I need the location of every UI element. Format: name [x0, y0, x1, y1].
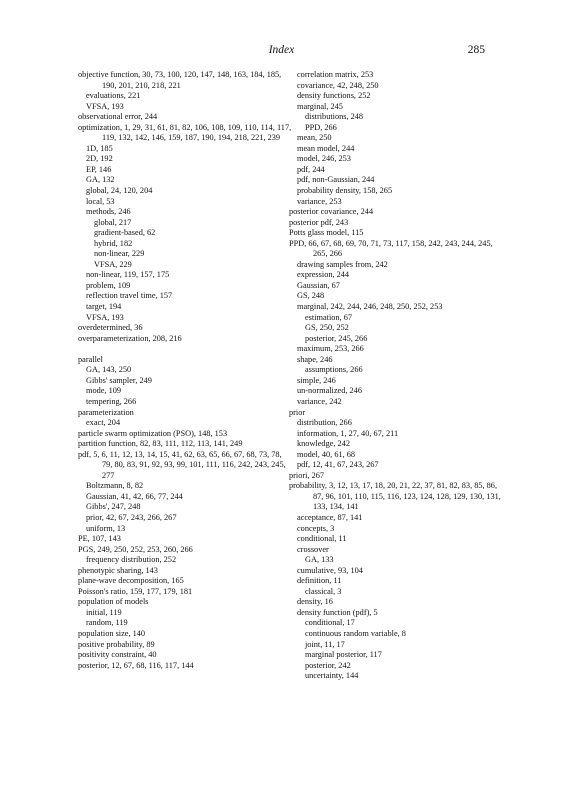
index-subentry: pdf, non-Gaussian, 244 — [297, 175, 375, 185]
index-subentry: mode, 109 — [86, 386, 122, 396]
index-subentry: distribution, 266 — [297, 418, 352, 428]
index-entry: prior — [289, 407, 306, 417]
index-subentry: cumulative, 93, 104 — [297, 565, 363, 575]
index-subentry: GS, 248 — [297, 291, 325, 301]
index-subentry: local, 53 — [86, 196, 115, 206]
index-subentry: crossover — [297, 544, 329, 554]
index-column-right — [289, 70, 504, 682]
index-subentry: information, 1, 27, 40, 67, 211 — [297, 428, 399, 438]
index-subentry: concepts, 3 — [297, 523, 335, 533]
index-subentry: uncertainty, 144 — [305, 671, 359, 681]
index-entry: posterior covariance, 244 — [289, 207, 374, 217]
index-subentry: variance, 253 — [297, 196, 342, 206]
index-subentry: shape, 246 — [297, 354, 333, 364]
index-subentry: reflection travel time, 157 — [86, 291, 173, 301]
index-entry: posterior pdf, 243 — [289, 217, 349, 227]
index-subentry: non-linear, 119, 157, 175 — [86, 270, 170, 280]
index-subentry: uniform, 13 — [86, 523, 126, 533]
index-entry: positivity constraint, 40 — [78, 650, 157, 660]
index-subentry: correlation matrix, 253 — [297, 70, 374, 79]
index-subentry: tempering, 266 — [86, 396, 137, 406]
index-subentry: problem, 109 — [86, 280, 131, 290]
index-subentry: Gibbs' sampler, 249 — [86, 375, 152, 385]
index-subentry: 2D, 192 — [86, 154, 113, 164]
index-subentry: initial, 119 — [86, 607, 122, 617]
index-subentry: pdf, 12, 41, 67, 243, 267 — [297, 460, 379, 470]
index-subentry: acceptance, 87, 141 — [297, 512, 363, 522]
index-subentry: conditional, 17 — [305, 618, 355, 628]
index-subentry: VFSA, 229 — [94, 259, 132, 269]
index-subentry: GS, 250, 252 — [305, 323, 349, 333]
index-entry: Potts glass model, 115 — [289, 228, 364, 238]
index-subentry: EP, 146 — [86, 164, 112, 174]
index-subentry: maximum, 253, 266 — [297, 344, 364, 354]
index-subentry: global, 24, 120, 204 — [86, 186, 153, 196]
index-subentry: mean model, 244 — [297, 143, 355, 153]
index-entry: particle swarm optimization (PSO), 148, 153 — [78, 428, 228, 438]
section-gap — [78, 344, 293, 355]
index-subentry: hybrid, 182 — [94, 238, 133, 248]
index-subentry: posterior, 242 — [305, 660, 351, 670]
index-subentry: target, 194 — [86, 302, 122, 312]
index-subentry: GA, 132 — [86, 175, 115, 185]
index-entry: observational error, 244 — [78, 112, 158, 122]
index-subentry: density function (pdf), 5 — [297, 607, 378, 617]
index-subentry: GA, 143, 250 — [86, 365, 132, 375]
index-subentry: marginal posterior, 117 — [305, 650, 382, 660]
index-subentry: Boltzmann, 8, 82 — [86, 481, 144, 491]
index-entry: parameterization — [78, 407, 134, 417]
index-subentry: drawing samples from, 242 — [297, 259, 388, 269]
index-subentry: variance, 242 — [297, 396, 342, 406]
index-entry: partition function, 82, 83, 111, 112, 113, 141, 249 — [78, 439, 243, 449]
running-title: Index — [268, 44, 295, 56]
index-subentry: classical, 3 — [305, 586, 342, 596]
index-subentry: 1D, 185 — [86, 143, 113, 153]
index-subentry: joint, 11, 17 — [305, 639, 345, 649]
index-subentry: simple, 246 — [297, 375, 336, 385]
index-subentry: model, 246, 253 — [297, 154, 351, 164]
index-subentry: pdf, 244 — [297, 164, 325, 174]
index-subentry: frequency distribution, 252 — [86, 555, 177, 565]
index-entry: PPD, 66, 67, 68, 69, 70, 71, 73, 117, 158, 242, 243, 244, 245, 265, 266 — [289, 238, 493, 259]
index-entry: Poisson's ratio, 159, 177, 179, 181 — [78, 586, 193, 596]
index-subentry: definition, 11 — [297, 576, 342, 586]
index-entry: PE, 107, 143 — [78, 534, 121, 544]
index-subentry: estimation, 67 — [305, 312, 353, 322]
index-subentry: density, 16 — [297, 597, 333, 607]
index-subentry: un-normalized, 246 — [297, 386, 362, 396]
index-subentry: GA, 133 — [305, 555, 334, 565]
index-subentry: Gaussian, 41, 42, 66, 77, 244 — [86, 491, 183, 501]
index-entry: priori, 267 — [289, 470, 325, 480]
index-entry: objective function, 30, 73, 100, 120, 147, 148, 163, 184, 185, 190, 201, 210, 218, 221 — [78, 70, 282, 90]
index-entry: overparameterization, 208, 216 — [78, 333, 182, 343]
index-subentry: gradient-based, 62 — [94, 228, 156, 238]
index-subentry: assumptions, 266 — [305, 365, 363, 375]
index-column-left — [78, 70, 293, 671]
index-subentry: exact, 204 — [86, 418, 121, 428]
index-subentry: global, 217 — [94, 217, 132, 227]
index-subentry: posterior, 245, 266 — [305, 333, 368, 343]
index-entry: population size, 140 — [78, 628, 146, 638]
index-entry: parallel — [78, 354, 103, 364]
index-entry: probability, 3, 12, 13, 17, 18, 20, 21, 22, 37, 81, 82, 83, 85, 86, 87, 96, 101, 110, 115, 116, 123, 124, 128, 129, 130, 131, 133, 134, 141 — [289, 481, 501, 512]
index-subentry: prior, 42, 67, 243, 266, 267 — [86, 512, 177, 522]
index-entry: PGS, 249, 250, 252, 253, 260, 266 — [78, 544, 193, 554]
index-subentry: mean, 250 — [297, 133, 332, 143]
index-entry: population of models — [78, 597, 149, 607]
index-subentry: evaluations, 221 — [86, 91, 141, 101]
index-entry: plane-wave decomposition, 165 — [78, 576, 184, 586]
index-subentry: model, 40, 61, 68 — [297, 449, 356, 459]
index-subentry: Gaussian, 67 — [297, 280, 340, 290]
index-entry: optimization, 1, 29, 31, 61, 81, 82, 106, 108, 109, 110, 114, 117, 119, 132, 142, 146, 159, 187, 190, 194, 218, 221, 239 — [78, 122, 292, 143]
index-subentry: conditional, 11 — [297, 534, 347, 544]
index-subentry: probability density, 158, 265 — [297, 186, 393, 196]
index-entry: phenotypic sharing, 143 — [78, 565, 158, 575]
index-entry: pdf, 5, 6, 11, 12, 13, 14, 15, 41, 62, 63, 65, 66, 67, 68, 73, 78, 79, 80, 83, 91, 92, 93, 99, 101, 111, 116, 242, 243, 245, 277 — [78, 449, 286, 480]
index-subentry: marginal, 245 — [297, 101, 343, 111]
index-entry: positive probability, 89 — [78, 639, 155, 649]
index-subentry: PPD, 266 — [305, 122, 337, 132]
index-subentry: continuous random variable, 8 — [305, 628, 406, 638]
index-subentry: expression, 244 — [297, 270, 350, 280]
index-subentry: non-linear, 229 — [94, 249, 145, 259]
index-subentry: Gibbs', 247, 248 — [86, 502, 141, 512]
index-entry: posterior, 12, 67, 68, 116, 117, 144 — [78, 660, 194, 670]
index-subentry: VFSA, 193 — [86, 101, 124, 111]
index-subentry: covariance, 42, 248, 250 — [297, 80, 379, 90]
index-subentry: VFSA, 193 — [86, 312, 124, 322]
index-subentry: methods, 246 — [86, 207, 131, 217]
index-entry: overdetermined, 36 — [78, 323, 143, 333]
index-subentry: knowledge, 242 — [297, 439, 350, 449]
index-subentry: random, 119 — [86, 618, 128, 628]
index-subentry: marginal, 242, 244, 246, 248, 250, 252, 253 — [297, 302, 443, 312]
index-subentry: distributions, 248 — [305, 112, 364, 122]
index-subentry: density functions, 252 — [297, 91, 371, 101]
page-number: 285 — [467, 44, 485, 56]
